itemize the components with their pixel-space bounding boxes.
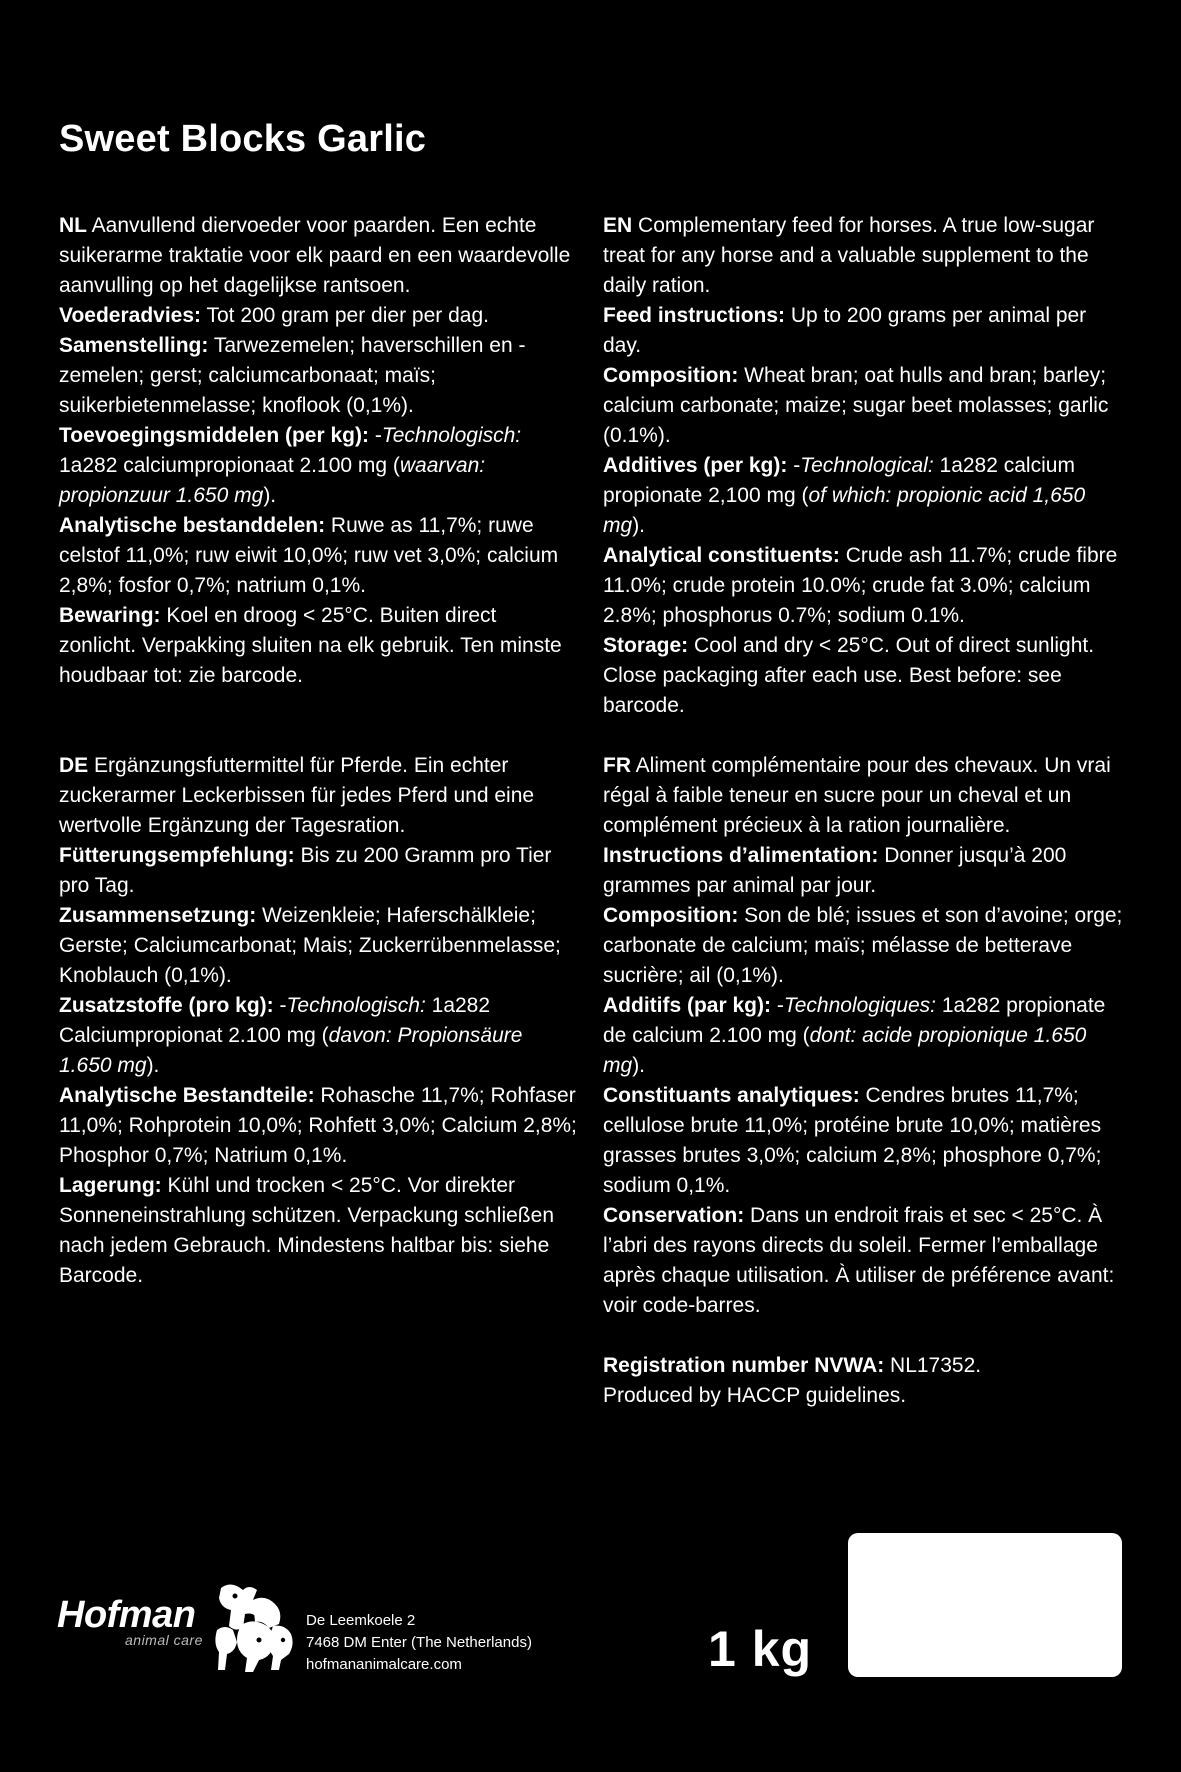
dutch-section — [59, 211, 579, 691]
address-street: De Leemkoele 2 — [306, 1612, 416, 1629]
analytical-constituents: Constituants analytiques: Cendres brutes 11,7%; cellulose brute 11,0%; protéine brute 10,0%; matières grasses brutes 3,0%; calcium 2,8%; phosphore 0,7%; sodium 0,1%. — [603, 1084, 1102, 1197]
additives: Zusatzstoffe (pro kg): -Technologisch: 1a282 Calciumpropionat 2.100 mg (davon: Propionsäure 1.650 mg). — [59, 994, 523, 1077]
storage: Lagerung: Kühl und trocken < 25°C. Vor direkter Sonneneinstrahlung schützen. Verpackung schließen nach jedem Gebrauch. Mindestens haltbar bis: siehe Barcode. — [59, 1174, 554, 1287]
barcode-area — [848, 1533, 1122, 1677]
net-weight: 1 kg — [708, 1621, 813, 1677]
registration-number: Registration number NVWA: NL17352. — [603, 1354, 982, 1377]
website-link[interactable]: hofmananimalcare.com — [306, 1656, 462, 1673]
storage: Bewaring: Koel en droog < 25°C. Buiten direct zonlicht. Verpakking sluiten na elk gebruik. Ten minste houdbaar tot: zie barcode. — [59, 604, 562, 687]
feed-advice: Voederadvies: Tot 200 gram per dier per dag. — [59, 304, 489, 327]
german-section — [59, 751, 579, 1291]
analytical-constituents: Analytical constituents: Crude ash 11.7%; crude fibre 11.0%; crude protein 10.0%; crude fat 3.0%; calcium 2.8%; phosphorus 0.7%; sodium 0.1%. — [603, 544, 1118, 627]
storage: Storage: Cool and dry < 25°C. Out of direct sunlight. Close packaging after each use. Best before: see barcode. — [603, 634, 1095, 717]
composition: Samenstelling: Tarwezemelen; haverschillen en -zemelen; gerst; calciumcarbonaat; maïs; suikerbietenmelasse; knoflook (0,1%). — [59, 334, 526, 417]
feed-advice: Feed instructions: Up to 200 grams per animal per day. — [603, 304, 1087, 357]
registration-info — [603, 1351, 1123, 1411]
intro: EN Complementary feed for horses. A true low-sugar treat for any horse and a valuable supplement to the daily ration. — [603, 214, 1095, 297]
composition: Composition: Wheat bran; oat hulls and bran; barley; calcium carbonate; maize; sugar beet molasses; garlic (0.1%). — [603, 364, 1109, 447]
haccp-note: Produced by HACCP guidelines. — [603, 1384, 907, 1407]
feed-advice: Instructions d’alimentation: Donner jusqu’à 200 grammes par animal par jour. — [603, 844, 1067, 897]
intro: DE Ergänzungsfuttermittel für Pferde. Ein echter zuckerarmer Leckerbissen für jedes Pferd und eine wertvolle Ergänzung der Tagesration. — [59, 754, 535, 837]
brand-logo-tagline: animal care — [125, 1632, 203, 1648]
company-address — [306, 1610, 532, 1676]
composition: Composition: Son de blé; issues et son d’avoine; orge; carbonate de calcium; maïs; mélasse de betterave sucrière; ail (0,1%). — [603, 904, 1123, 987]
animals-logo-icon — [213, 1580, 299, 1677]
additives: Toevoegingsmiddelen (per kg): -Technologisch: 1a282 calciumpropionaat 2.100 mg (waarvan: propionzuur 1.650 mg). — [59, 424, 522, 507]
french-section — [603, 751, 1123, 1321]
analytical-constituents: Analytische bestanddelen: Ruwe as 11,7%; ruwe celstof 11,0%; ruw eiwit 10,0%; ruw vet 3,0%; calcium 2,8%; fosfor 0,7%; natrium 0,1%. — [59, 514, 559, 597]
additives: Additifs (par kg): -Technologiques: 1a282 propionate de calcium 2.100 mg (dont: acide propionique 1.650 mg). — [603, 994, 1106, 1077]
feed-advice: Fütterungsempfehlung: Bis zu 200 Gramm pro Tier pro Tag. — [59, 844, 552, 897]
composition: Zusammensetzung: Weizenkleie; Haferschälkleie; Gerste; Calciumcarbonat; Mais; Zuckerrübenmelasse; Knoblauch (0,1%). — [59, 904, 561, 987]
storage: Conservation: Dans un endroit frais et sec < 25°C. À l’abri des rayons directs du soleil. Fermer l’emballage après chaque utilisation. À utiliser de préférence avant: voir code-barres. — [603, 1204, 1115, 1317]
address-city: 7468 DM Enter (The Netherlands) — [306, 1634, 532, 1651]
brand-logo-name: Hofman — [57, 1594, 196, 1636]
product-title: Sweet Blocks Garlic — [59, 118, 427, 160]
analytical-constituents: Analytische Bestandteile: Rohasche 11,7%; Rohfaser 11,0%; Rohprotein 10,0%; Rohfett 3,0%; Calcium 2,8%; Phosphor 0,7%; Natrium 0,1%. — [59, 1084, 577, 1167]
additives: Additives (per kg): -Technological: 1a282 calcium propionate 2,100 mg (of which: propionic acid 1,650 mg). — [603, 454, 1086, 537]
intro: NL Aanvullend diervoeder voor paarden. Een echte suikerarme traktatie voor elk paard en een waardevolle aanvulling op het dagelijkse rantsoen. — [59, 214, 571, 297]
intro: FR Aliment complémentaire pour des chevaux. Un vrai régal à faible teneur en sucre pour un cheval et un complément précieux à la ration journalière. — [603, 754, 1111, 837]
english-section — [603, 211, 1123, 721]
